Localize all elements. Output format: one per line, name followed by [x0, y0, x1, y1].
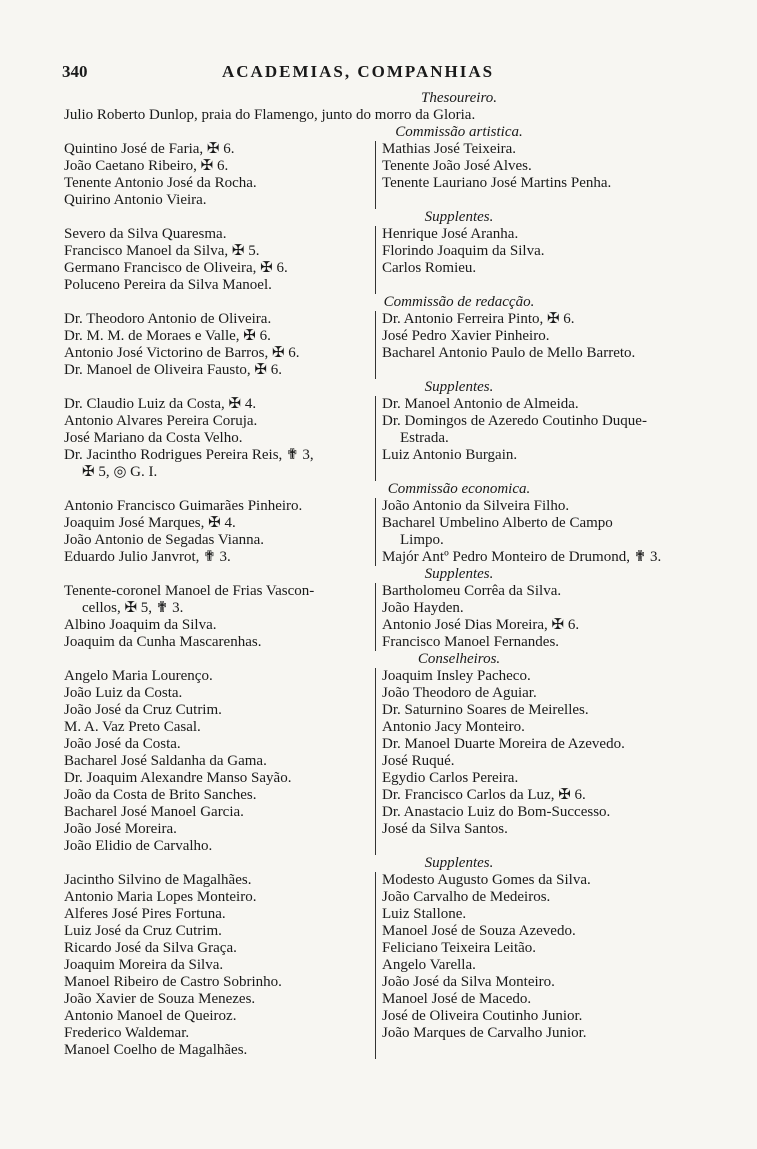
name-entry: João da Costa de Brito Sanches.: [64, 787, 257, 803]
name-entry: M. A. Vaz Preto Casal.: [64, 719, 201, 735]
name-entry: José Ruqué.: [382, 753, 455, 769]
name-entry: José Mariano da Costa Velho.: [64, 430, 243, 446]
name-entry: Germano Francisco de Oliveira, ✠ 6.: [64, 260, 288, 276]
page-number: 340: [62, 62, 88, 81]
name-entry: Dr. Domingos de Azeredo Coutinho Duque-: [382, 413, 647, 429]
name-entry: Dr. Anastacio Luiz do Bom-Successo.: [382, 804, 611, 820]
right-column: [376, 396, 704, 481]
name-entry: Dr. Francisco Carlos da Luz, ✠ 6.: [382, 787, 586, 803]
name-entry: Mathias José Teixeira.: [382, 141, 517, 157]
name-entry: José Pedro Xavier Pinheiro.: [382, 328, 550, 344]
name-entry: João Xavier de Souza Menezes.: [64, 991, 256, 1007]
name-entry: Francisco Manoel Fernandes.: [382, 634, 560, 650]
name-entry: João Antonio de Segadas Vianna.: [64, 532, 265, 548]
name-entry: Bacharel José Manoel Garcia.: [64, 804, 244, 820]
section-title: Conselheiros.: [417, 651, 501, 667]
section: [64, 90, 704, 124]
name-entry: Quirino Antonio Vieira.: [64, 192, 207, 208]
section-title: Supplentes.: [424, 379, 494, 395]
name-entry: Dr. Antonio Ferreira Pinto, ✠ 6.: [382, 311, 575, 327]
right-column: [376, 141, 704, 209]
name-entry: Henrique José Aranha.: [382, 226, 519, 242]
name-entry: João Antonio da Silveira Filho.: [382, 498, 570, 514]
name-entry: Luiz José da Cruz Cutrim.: [64, 923, 222, 939]
page-header: [62, 62, 702, 84]
directory-listing: [64, 90, 704, 1059]
section-title: Commissão artistica.: [395, 124, 523, 140]
name-entry: Antonio Alvares Pereira Coruja.: [64, 413, 258, 429]
name-entry: Frederico Waldemar.: [64, 1025, 190, 1041]
right-column: [376, 226, 704, 294]
name-entry: Dr. Manoel de Oliveira Fausto, ✠ 6.: [64, 362, 282, 378]
section: [64, 481, 704, 566]
name-entry: Dr. Manoel Antonio de Almeida.: [382, 396, 579, 412]
name-entry: Estrada.: [400, 430, 449, 446]
section: [64, 566, 704, 651]
name-entry: Joaquim Insley Pacheco.: [382, 668, 531, 684]
section-title: Commissão economica.: [387, 481, 531, 497]
name-entry: Majór Antº Pedro Monteiro de Drumond, ✟ 3.: [382, 549, 662, 565]
right-column: [376, 498, 704, 566]
section: [64, 379, 704, 481]
right-column: [376, 583, 704, 651]
name-entry: Dr. Saturnino Soares de Meirelles.: [382, 702, 589, 718]
name-entry: João José da Silva Monteiro.: [382, 974, 555, 990]
left-column: [64, 583, 376, 651]
name-entry: Francisco Manoel da Silva, ✠ 5.: [64, 243, 260, 259]
name-entry: Tenente Lauriano José Martins Penha.: [382, 175, 612, 191]
name-entry: Eduardo Julio Janvrot, ✟ 3.: [64, 549, 231, 565]
name-entry: Dr. Jacintho Rodrigues Pereira Reis, ✟ 3,: [64, 447, 314, 463]
name-entry: Angelo Maria Lourenço.: [64, 668, 213, 684]
section: [64, 855, 704, 1059]
name-entry: Bacharel Umbelino Alberto de Campo: [382, 515, 613, 531]
name-entry: Joaquim Moreira da Silva.: [64, 957, 224, 973]
left-column: [64, 396, 376, 481]
section: [64, 294, 704, 379]
name-entry: José de Oliveira Coutinho Junior.: [382, 1008, 583, 1024]
right-column: [376, 311, 704, 379]
name-entry: Dr. Claudio Luiz da Costa, ✠ 4.: [64, 396, 257, 412]
name-entry: Poluceno Pereira da Silva Manoel.: [64, 277, 272, 293]
name-entry: Dr. M. M. de Moraes e Valle, ✠ 6.: [64, 328, 271, 344]
name-entry: João José Moreira.: [64, 821, 177, 837]
name-entry: Manoel José de Macedo.: [382, 991, 532, 1007]
left-column: [64, 498, 376, 566]
name-entry: Ricardo José da Silva Graça.: [64, 940, 237, 956]
entry-line: Julio Roberto Dunlop, praia do Flamengo, junto do morro da Gloria.: [64, 107, 476, 123]
name-entry: Bacharel Antonio Paulo de Mello Barreto.: [382, 345, 636, 361]
name-entry: Severo da Silva Quaresma.: [64, 226, 227, 242]
name-entry: Jacintho Silvino de Magalhães.: [64, 872, 252, 888]
name-entry: João Marques de Carvalho Junior.: [382, 1025, 587, 1041]
name-entry: Quintino José de Faria, ✠ 6.: [64, 141, 235, 157]
name-entry: Alferes José Pires Fortuna.: [64, 906, 226, 922]
left-column: [64, 226, 376, 294]
name-entry: Manoel Ribeiro de Castro Sobrinho.: [64, 974, 282, 990]
name-entry: Tenente João José Alves.: [382, 158, 532, 174]
name-entry: Bacharel José Saldanha da Gama.: [64, 753, 267, 769]
name-entry: Joaquim José Marques, ✠ 4.: [64, 515, 236, 531]
name-entry: cellos, ✠ 5, ✟ 3.: [82, 600, 184, 616]
name-entry: Bartholomeu Corrêa da Silva.: [382, 583, 562, 599]
section-title: Commissão de redacção.: [383, 294, 535, 310]
name-entry: João José da Cruz Cutrim.: [64, 702, 222, 718]
name-entry: João Caetano Ribeiro, ✠ 6.: [64, 158, 229, 174]
name-entry: Antonio Maria Lopes Monteiro.: [64, 889, 257, 905]
name-entry: José da Silva Santos.: [382, 821, 508, 837]
section: [64, 209, 704, 294]
section: [64, 651, 704, 855]
section-title: Supplentes.: [424, 209, 494, 225]
name-entry: João Hayden.: [382, 600, 464, 616]
name-entry: Albino Joaquim da Silva.: [64, 617, 217, 633]
name-entry: Angelo Varella.: [382, 957, 476, 973]
name-entry: Carlos Romieu.: [382, 260, 477, 276]
name-entry: João Theodoro de Aguiar.: [382, 685, 537, 701]
name-entry: Tenente Antonio José da Rocha.: [64, 175, 257, 191]
running-title: ACADEMIAS, COMPANHIAS: [222, 62, 495, 81]
name-entry: Feliciano Teixeira Leitão.: [382, 940, 537, 956]
name-entry: Manoel Coelho de Magalhães.: [64, 1042, 248, 1058]
name-entry: Antonio Jacy Monteiro.: [382, 719, 525, 735]
name-entry: Dr. Manoel Duarte Moreira de Azevedo.: [382, 736, 625, 752]
right-column: [376, 668, 704, 855]
name-entry: Antonio José Victorino de Barros, ✠ 6.: [64, 345, 300, 361]
name-entry: Tenente-coronel Manoel de Frias Vascon-: [64, 583, 315, 599]
name-entry: Antonio Manoel de Queiroz.: [64, 1008, 237, 1024]
name-entry: Luiz Antonio Burgain.: [382, 447, 518, 463]
name-entry: Modesto Augusto Gomes da Silva.: [382, 872, 591, 888]
name-entry: João Carvalho de Medeiros.: [382, 889, 551, 905]
name-entry: Joaquim da Cunha Mascarenhas.: [64, 634, 262, 650]
name-entry: Antonio José Dias Moreira, ✠ 6.: [382, 617, 580, 633]
name-entry: Florindo Joaquim da Silva.: [382, 243, 545, 259]
name-entry: Dr. Joaquim Alexandre Manso Sayão.: [64, 770, 292, 786]
left-column: [64, 311, 376, 379]
left-column: [64, 668, 376, 855]
name-entry: Egydio Carlos Pereira.: [382, 770, 519, 786]
name-entry: Manoel José de Souza Azevedo.: [382, 923, 576, 939]
name-entry: Limpo.: [400, 532, 444, 548]
left-column: [64, 141, 376, 209]
name-entry: João Elidio de Carvalho.: [64, 838, 213, 854]
section-title: Supplentes.: [424, 566, 494, 582]
name-entry: Dr. Theodoro Antonio de Oliveira.: [64, 311, 272, 327]
section-title: Thesoureiro.: [421, 90, 497, 106]
name-entry: João José da Costa.: [64, 736, 181, 752]
section: [64, 124, 704, 209]
section-title: Supplentes.: [424, 855, 494, 871]
name-entry: Luiz Stallone.: [382, 906, 467, 922]
name-entry: ✠ 5, ◎ G. I.: [82, 464, 158, 480]
name-entry: Antonio Francisco Guimarães Pinheiro.: [64, 498, 303, 514]
right-column: [376, 872, 704, 1059]
name-entry: João Luiz da Costa.: [64, 685, 183, 701]
left-column: [64, 872, 376, 1059]
